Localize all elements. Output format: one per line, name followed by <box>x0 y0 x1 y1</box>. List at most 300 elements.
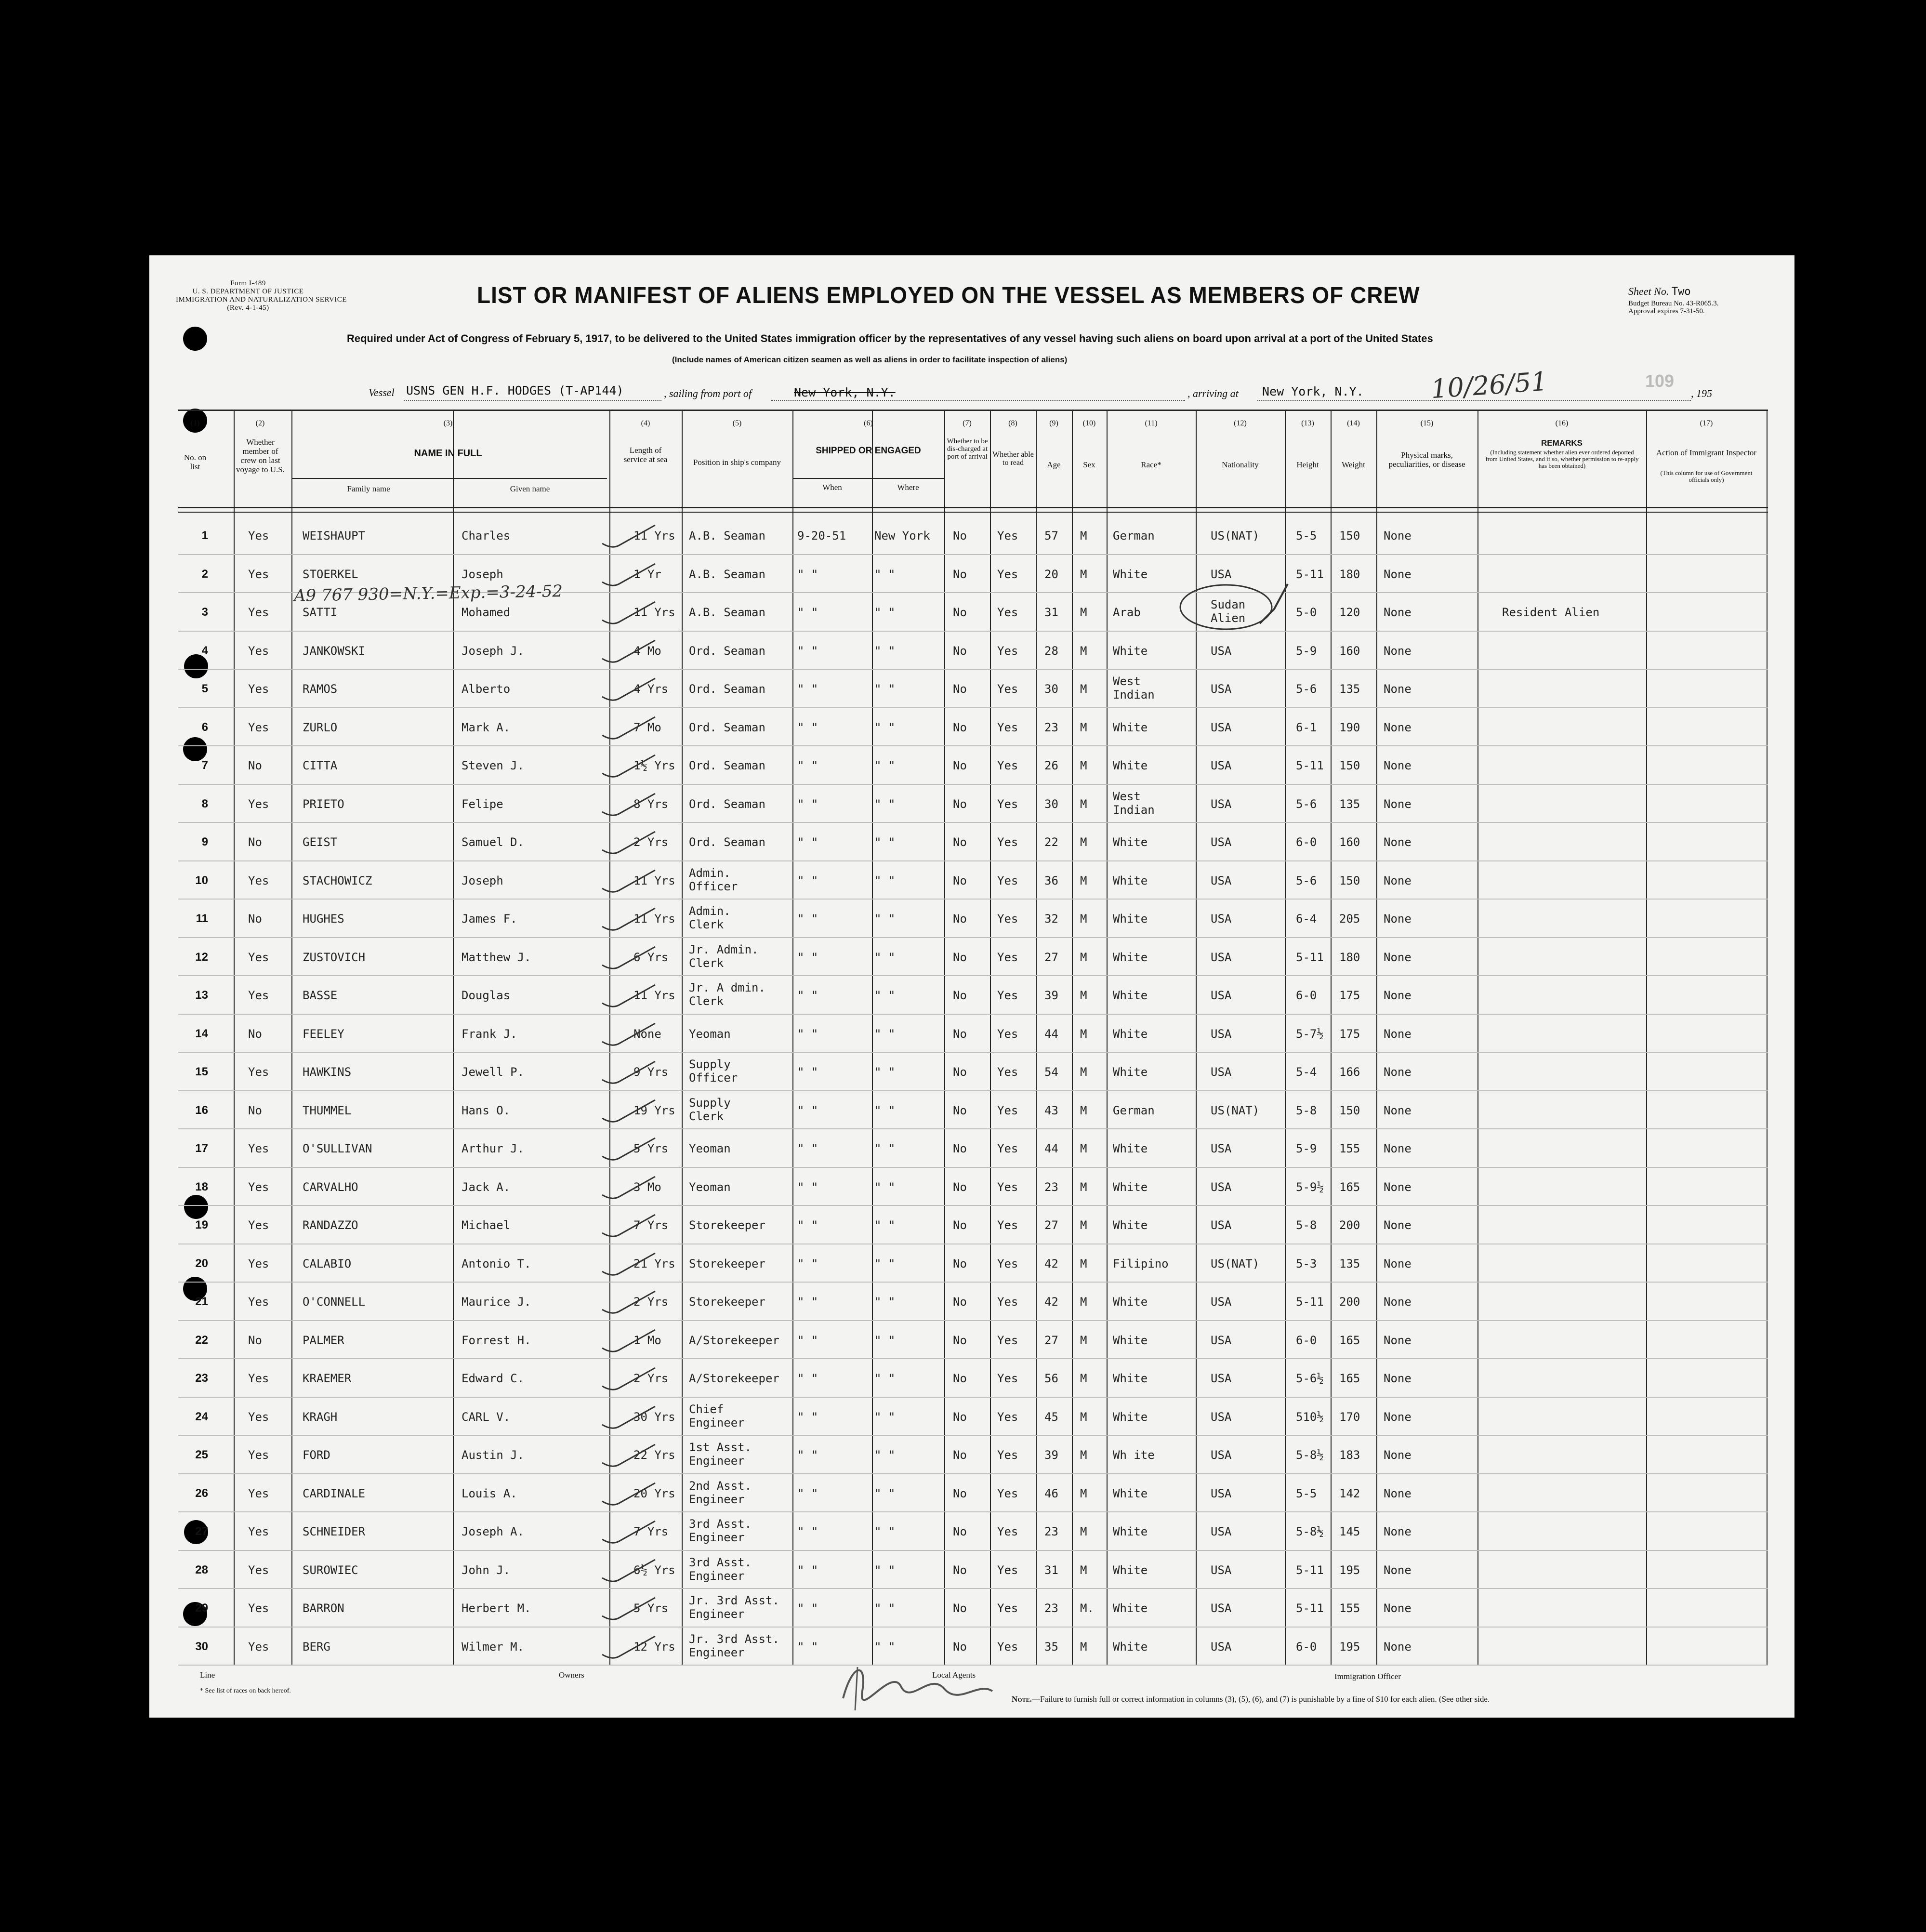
check-stroke <box>602 870 655 892</box>
cell-service: 3 Mo <box>633 1180 661 1194</box>
cell-family: BARRON <box>303 1601 344 1615</box>
cell-pos: Ord. Seaman <box>689 682 765 696</box>
col12-label: Nationality <box>1222 460 1259 469</box>
cell-last: Yes <box>248 1448 269 1462</box>
check-stroke <box>602 1138 655 1160</box>
row-number: 13 <box>195 989 208 1002</box>
cell-race: White <box>1113 950 1148 964</box>
cell-given: Edward C. <box>462 1372 525 1385</box>
cell-height: 5-3 <box>1296 1257 1317 1270</box>
row-divider <box>178 860 1768 861</box>
column-rule <box>291 410 292 1665</box>
cell-when: " " <box>797 1410 818 1424</box>
sheet-label: Sheet No. <box>1628 285 1669 297</box>
cell-marks: None <box>1384 950 1412 964</box>
cell-where: " " <box>874 1027 896 1041</box>
row-divider <box>178 822 1768 823</box>
row-number: 27 <box>195 1525 208 1538</box>
check-stroke <box>602 947 655 968</box>
row-number: 24 <box>195 1410 208 1423</box>
cell-pos: Supply <box>689 1058 731 1071</box>
check-stroke <box>602 717 655 739</box>
cell-given: Joseph <box>462 567 503 581</box>
cell-given: Jewell P. <box>462 1065 525 1079</box>
cell-disch: No <box>953 1601 967 1615</box>
cell-where: " " <box>874 950 896 964</box>
name-subheader-rule <box>291 478 607 479</box>
cell-where: " " <box>874 644 896 658</box>
row-divider <box>178 1397 1768 1398</box>
cell-nat: USA <box>1211 720 1232 734</box>
cell-pos: A.B. Seaman <box>689 567 765 581</box>
row-number: 16 <box>195 1103 208 1117</box>
row-number: 22 <box>195 1333 208 1347</box>
cell-nat: USA <box>1211 1640 1232 1654</box>
cell-pos: Ord. Seaman <box>689 720 765 734</box>
row-divider <box>178 1167 1768 1168</box>
vessel-name: USNS GEN H.F. HODGES (T-AP144) <box>406 384 624 397</box>
row-divider <box>178 1282 1768 1283</box>
cell-sex: M <box>1080 1218 1087 1232</box>
cell-sex: M <box>1080 720 1087 734</box>
cell-where: " " <box>874 1410 896 1424</box>
row-number: 28 <box>195 1563 208 1576</box>
cell-given: Forrest H. <box>462 1333 531 1347</box>
cell-race: White <box>1113 1180 1148 1194</box>
cell-pos: Admin. <box>689 904 731 918</box>
row-divider <box>178 975 1768 976</box>
cell-last: Yes <box>248 1372 269 1385</box>
col1-number: (1) <box>190 419 200 427</box>
cell-sex: M <box>1080 835 1087 849</box>
cell-sex: M <box>1080 567 1087 581</box>
cell-where: " " <box>874 1333 896 1347</box>
cell-when: " " <box>797 1103 818 1117</box>
cell-where: " " <box>874 567 896 581</box>
cell-service: 5 Yrs <box>633 1142 669 1155</box>
cell-weight: 165 <box>1339 1372 1360 1385</box>
cell-age: 35 <box>1044 1640 1058 1654</box>
cell-marks: None <box>1384 759 1412 772</box>
cell-last: Yes <box>248 797 269 811</box>
row-divider <box>178 1588 1768 1589</box>
cell-family: STACHOWICZ <box>303 873 372 887</box>
column-rule <box>234 410 235 1665</box>
cell-given: James F. <box>462 912 517 926</box>
cell-service: 11 Yrs <box>633 606 675 619</box>
cell-nat: USA <box>1211 682 1232 696</box>
cell-age: 56 <box>1044 1372 1058 1385</box>
row-divider <box>178 1320 1768 1321</box>
cell-race: White <box>1113 873 1148 887</box>
cell-read: Yes <box>997 912 1018 926</box>
cell-pos-line2: Engineer <box>689 1531 745 1544</box>
cell-weight: 190 <box>1339 720 1360 734</box>
verification-check-mark <box>597 635 665 669</box>
cell-weight: 142 <box>1339 1486 1360 1500</box>
cell-pos: 2nd Asst. <box>689 1479 752 1493</box>
column-rule <box>1477 410 1478 1665</box>
cell-when: " " <box>797 1180 818 1194</box>
cell-race: White <box>1113 759 1148 772</box>
row-divider <box>178 1358 1768 1359</box>
cell-marks: None <box>1384 797 1412 811</box>
cell-age: 22 <box>1044 835 1058 849</box>
check-stroke <box>602 1330 655 1351</box>
cell-age: 30 <box>1044 682 1058 696</box>
cell-pos: Ord. Seaman <box>689 835 765 849</box>
cell-nat: USA <box>1211 1486 1232 1500</box>
cell-age: 54 <box>1044 1065 1058 1079</box>
cell-race: White <box>1113 1027 1148 1041</box>
col16-label: REMARKS <box>1541 438 1583 448</box>
cell-race: White <box>1113 1372 1148 1385</box>
cell-given: Mark A. <box>462 720 511 734</box>
cell-sex: M <box>1080 1640 1087 1654</box>
cell-weight: 166 <box>1339 1065 1360 1079</box>
cell-disch: No <box>953 1257 967 1270</box>
cell-read: Yes <box>997 1448 1018 1462</box>
cell-nat: USA <box>1211 1295 1232 1309</box>
col11-label: Race* <box>1141 460 1161 469</box>
cell-height: 5-8½ <box>1296 1525 1324 1538</box>
cell-given: Maurice J. <box>462 1295 531 1309</box>
cell-nat: USA <box>1211 1601 1232 1615</box>
cell-service: 7 Mo <box>633 720 661 734</box>
verification-check-mark <box>597 1478 665 1512</box>
row-number: 18 <box>195 1180 208 1193</box>
cell-height: 6-0 <box>1296 989 1317 1002</box>
cell-marks: None <box>1384 682 1412 696</box>
verification-check-mark <box>597 1516 665 1550</box>
cell-service: 21 Yrs <box>633 1257 675 1270</box>
col5-label: Position in ship's company <box>693 458 781 467</box>
col17-sub: (This column for use of Government officials only) <box>1660 469 1753 483</box>
punch-hole <box>183 327 207 351</box>
cell-when: " " <box>797 1257 818 1270</box>
verification-check-mark <box>597 865 665 899</box>
row-number: 7 <box>201 759 208 772</box>
cell-disch: No <box>953 606 967 619</box>
cell-pos: Storekeeper <box>689 1257 765 1270</box>
cell-last: Yes <box>248 567 269 581</box>
when-header: When <box>822 483 842 492</box>
cell-sex: M <box>1080 1295 1087 1309</box>
cell-race: White <box>1113 1525 1148 1538</box>
cell-age: 39 <box>1044 1448 1058 1462</box>
col16-sub: (Including statement whether alien ever ordered deported from United States, and if so, whether permission to re-apply has been obtained) <box>1485 449 1639 469</box>
cell-weight: 170 <box>1339 1410 1360 1424</box>
cell-pos-line2: Officer <box>689 879 738 893</box>
cell-pos: A/Storekeeper <box>689 1333 779 1347</box>
cell-sex: M <box>1080 1563 1087 1577</box>
cell-weight: 180 <box>1339 950 1360 964</box>
cell-nat: USA <box>1211 1218 1232 1232</box>
cell-service: 2 Yrs <box>633 1295 669 1309</box>
cell-race-line2: Indian <box>1113 688 1155 701</box>
verification-check-mark <box>597 1440 665 1473</box>
cell-family: O'SULLIVAN <box>303 1142 372 1155</box>
cell-service: 1 Mo <box>633 1333 661 1347</box>
cell-nat: USA <box>1211 1525 1232 1538</box>
cell-race: White <box>1113 989 1148 1002</box>
cell-sex: M <box>1080 989 1087 1002</box>
col13-label: Height <box>1296 460 1319 469</box>
cell-marks: None <box>1384 529 1412 543</box>
cell-read: Yes <box>997 1601 1018 1615</box>
cell-marks: None <box>1384 1601 1412 1615</box>
col14-number: (14) <box>1347 419 1360 427</box>
vessel-label: Vessel <box>369 386 395 398</box>
cell-where: " " <box>874 1218 896 1232</box>
cell-weight: 155 <box>1339 1601 1360 1615</box>
cell-given: Joseph A. <box>462 1525 525 1538</box>
cell-sex: M <box>1080 1027 1087 1041</box>
cell-nat: US(NAT) <box>1211 529 1260 543</box>
cell-where: " " <box>874 759 896 772</box>
cell-where: " " <box>874 1180 896 1194</box>
cell-nat: US(NAT) <box>1211 1103 1260 1117</box>
cell-where: " " <box>874 1295 896 1309</box>
cell-sex: M <box>1080 1525 1087 1538</box>
cell-given: John J. <box>462 1563 511 1577</box>
cell-pos: Ord. Seaman <box>689 644 765 658</box>
check-stroke <box>602 908 655 930</box>
inspector-signature <box>833 1653 997 1715</box>
cell-last: Yes <box>248 1295 269 1309</box>
cell-sex: M <box>1080 1142 1087 1155</box>
cell-age: 23 <box>1044 1525 1058 1538</box>
cell-nat: USA <box>1211 950 1232 964</box>
col8-label: Whether able to read <box>992 450 1034 467</box>
cell-race: White <box>1113 1295 1148 1309</box>
cell-height: 5-6½ <box>1296 1372 1324 1385</box>
cell-where: " " <box>874 720 896 734</box>
row-number: 14 <box>195 1027 208 1040</box>
cell-sex: M <box>1080 1372 1087 1385</box>
row-number: 3 <box>201 606 208 619</box>
row-divider <box>178 784 1768 785</box>
cell-where: " " <box>874 1372 896 1385</box>
cell-service: 30 Yrs <box>633 1410 675 1424</box>
cell-when: " " <box>797 1563 818 1577</box>
cell-nat: Sudan <box>1211 598 1246 611</box>
row-number: 6 <box>201 720 208 734</box>
cell-height: 5-11 <box>1296 759 1324 772</box>
cell-height: 5-9 <box>1296 644 1317 658</box>
cell-weight: 165 <box>1339 1333 1360 1347</box>
cell-sex: M <box>1080 1333 1087 1347</box>
verification-check-mark <box>597 1095 665 1129</box>
cell-last: No <box>248 1103 262 1117</box>
cell-nat: US(NAT) <box>1211 1257 1260 1270</box>
cell-family: CARDINALE <box>303 1486 366 1500</box>
row-divider <box>178 1090 1768 1091</box>
cell-last: Yes <box>248 1640 269 1654</box>
cell-service: 6½ Yrs <box>633 1563 675 1577</box>
row-divider <box>178 1511 1768 1512</box>
cell-nat: USA <box>1211 1333 1232 1347</box>
cell-given: CARL V. <box>462 1410 511 1424</box>
col15-label: Physical marks, peculiarities, or disease <box>1388 450 1465 469</box>
cell-pos: Ord. Seaman <box>689 759 765 772</box>
cell-sex: M <box>1080 797 1087 811</box>
col7-label: Whether to be dis-charged at port of arrival <box>947 437 988 461</box>
row-number: 25 <box>195 1448 208 1461</box>
col7-number: (7) <box>963 419 972 427</box>
alien-registration-annotation: A9 767 930=N.Y.=Exp.=3-24-52 <box>293 582 563 606</box>
verification-check-mark <box>597 1133 665 1167</box>
col3-number: (3) <box>443 419 453 427</box>
cell-when: " " <box>797 989 818 1002</box>
check-stroke <box>602 1061 655 1083</box>
cell-read: Yes <box>997 1295 1018 1309</box>
cell-disch: No <box>953 1486 967 1500</box>
sheet-value: Two <box>1671 286 1691 298</box>
budget-block <box>1628 300 1718 315</box>
cell-nat: USA <box>1211 567 1232 581</box>
cell-read: Yes <box>997 1065 1018 1079</box>
revision-date: (Rev. 4-1-45) <box>227 304 269 312</box>
verification-check-mark <box>597 1172 665 1205</box>
cell-race: German <box>1113 529 1155 543</box>
sailing-label: , sailing from port of <box>664 387 752 399</box>
check-stroke <box>602 1444 655 1466</box>
cell-marks: None <box>1384 644 1412 658</box>
column-rule <box>792 410 793 1665</box>
cell-read: Yes <box>997 797 1018 811</box>
cell-disch: No <box>953 1103 967 1117</box>
note-label: Note. <box>1012 1694 1032 1704</box>
cell-given: Michael <box>462 1218 511 1232</box>
cell-where: " " <box>874 1448 896 1462</box>
cell-where: " " <box>874 1142 896 1155</box>
stamp-number: 109 <box>1645 371 1675 391</box>
note-text: —Failure to furnish full or correct information in columns (3), (5), (6), and (7) is punishable by a fine of $10 for each alien. (See other side. <box>1031 1694 1490 1704</box>
cell-disch: No <box>953 835 967 849</box>
cell-disch: No <box>953 1563 967 1577</box>
cell-given: Austin J. <box>462 1448 525 1462</box>
col17-label: Action of Immigrant Inspector <box>1656 448 1757 457</box>
cell-read: Yes <box>997 1372 1018 1385</box>
cell-where: " " <box>874 835 896 849</box>
cell-read: Yes <box>997 644 1018 658</box>
cell-marks: None <box>1384 1257 1412 1270</box>
cell-sex: M <box>1080 873 1087 887</box>
cell-weight: 150 <box>1339 873 1360 887</box>
column-rule <box>1646 410 1647 1665</box>
verification-check-mark <box>597 1631 665 1665</box>
cell-read: Yes <box>997 1142 1018 1155</box>
cell-marks: None <box>1384 1410 1412 1424</box>
verification-check-mark <box>597 1019 665 1052</box>
cell-where: " " <box>874 1103 896 1117</box>
col4-label: Length of service at sea <box>623 446 668 464</box>
cell-sex: M <box>1080 1180 1087 1194</box>
verification-check-mark <box>597 1402 665 1435</box>
cell-when: " " <box>797 644 818 658</box>
cell-pos-line2: Clerk <box>689 956 724 970</box>
cell-given: Herbert M. <box>462 1601 531 1615</box>
cell-age: 27 <box>1044 1218 1058 1232</box>
header-bottom-rule-2 <box>178 512 1768 513</box>
cell-marks: None <box>1384 1218 1412 1232</box>
col10-label: Sex <box>1083 460 1095 469</box>
cell-age: 46 <box>1044 1486 1058 1500</box>
col14-label: Weight <box>1342 460 1365 469</box>
cell-disch: No <box>953 644 967 658</box>
cell-nat: USA <box>1211 1372 1232 1385</box>
cell-when: " " <box>797 797 818 811</box>
cell-nat: USA <box>1211 835 1232 849</box>
check-stroke <box>602 1253 655 1275</box>
verification-check-mark <box>597 559 665 593</box>
cell-height: 6-1 <box>1296 720 1317 734</box>
cell-height: 5-5 <box>1296 529 1317 543</box>
cell-read: Yes <box>997 606 1018 619</box>
verification-check-mark <box>597 1057 665 1090</box>
cell-nat: USA <box>1211 1410 1232 1424</box>
cell-when: " " <box>797 873 818 887</box>
check-stroke <box>602 1291 655 1313</box>
cell-disch: No <box>953 1525 967 1538</box>
row-number: 17 <box>195 1142 208 1155</box>
cell-pos-line2: Engineer <box>689 1454 745 1468</box>
cell-marks: None <box>1384 1372 1412 1385</box>
cell-last: Yes <box>248 720 269 734</box>
cell-marks: None <box>1384 1333 1412 1347</box>
cell-service: 11 Yrs <box>633 873 675 887</box>
row-divider <box>178 899 1768 900</box>
check-stroke <box>602 1406 655 1428</box>
row-divider <box>178 1435 1768 1436</box>
cell-race: White <box>1113 720 1148 734</box>
cell-nat: USA <box>1211 912 1232 926</box>
cell-read: Yes <box>997 1027 1018 1041</box>
cell-where: " " <box>874 682 896 696</box>
form-number: Form I-489 <box>230 279 266 287</box>
cell-race: White <box>1113 1563 1148 1577</box>
cell-disch: No <box>953 873 967 887</box>
cell-weight: 120 <box>1339 606 1360 619</box>
cell-where: " " <box>874 1525 896 1538</box>
cell-height: 6-0 <box>1296 1333 1317 1347</box>
row-divider <box>178 1627 1768 1628</box>
cell-family: BASSE <box>303 989 338 1002</box>
cell-marks: None <box>1384 1525 1412 1538</box>
cell-read: Yes <box>997 873 1018 887</box>
cell-disch: No <box>953 1295 967 1309</box>
cell-pos: Supply <box>689 1096 731 1110</box>
cell-sex: M <box>1080 1486 1087 1500</box>
cell-when: " " <box>797 1333 818 1347</box>
cell-last: No <box>248 835 262 849</box>
cell-sex: M <box>1080 644 1087 658</box>
row-divider <box>178 1550 1768 1551</box>
cell-disch: No <box>953 759 967 772</box>
cell-nat: USA <box>1211 1448 1232 1462</box>
budget-bureau: Budget Bureau No. 43-R065.3. <box>1628 300 1719 307</box>
cell-race: White <box>1113 1065 1148 1079</box>
cell-pos-line2: Clerk <box>689 994 724 1008</box>
cell-read: Yes <box>997 1525 1018 1538</box>
row-number: 1 <box>201 529 208 542</box>
cell-where: " " <box>874 989 896 1002</box>
cell-last: Yes <box>248 1257 269 1270</box>
cell-pos: Chief <box>689 1402 724 1416</box>
cell-disch: No <box>953 1142 967 1155</box>
check-stroke <box>602 678 655 700</box>
